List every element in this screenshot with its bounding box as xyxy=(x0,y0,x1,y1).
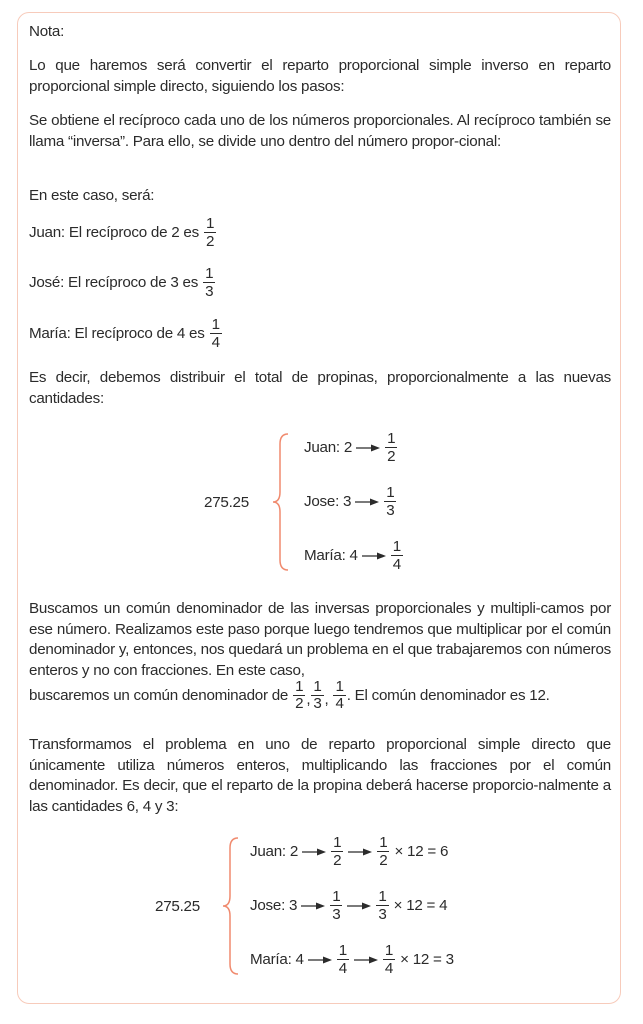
total-amount: 275.25 xyxy=(204,494,249,511)
row-label: Juan: 2 xyxy=(304,439,353,456)
arrow-right-icon xyxy=(361,551,387,561)
row-label: Jose: 3 xyxy=(304,493,352,510)
fraction-numerator: 1 xyxy=(333,834,342,851)
fraction xyxy=(330,888,342,923)
fraction xyxy=(333,679,345,712)
fraction-denominator: 2 xyxy=(333,852,342,869)
fraction xyxy=(210,316,222,351)
scheme-row-jose xyxy=(304,484,397,519)
scheme-row-maria xyxy=(250,942,454,977)
fraction xyxy=(377,834,389,869)
fraction-numerator: 1 xyxy=(386,484,395,501)
fraction xyxy=(337,942,349,977)
reciprocal-jose xyxy=(29,265,216,300)
fraction xyxy=(384,484,396,519)
fraction-denominator: 3 xyxy=(332,906,341,923)
fraction-numerator: 1 xyxy=(205,215,215,232)
curly-brace-icon xyxy=(220,836,242,976)
fraction xyxy=(391,538,403,573)
common-denominator-line: buscaremos un común denominador de $\frac{1}{2}$ , $\frac{1}{3}$ , $\frac{1}{4}$ . El común denominador es 12. xyxy=(29,678,550,712)
multiplication-result: × 12 = 4 xyxy=(393,897,448,914)
fraction-numerator: 1 xyxy=(295,678,304,695)
fraction-denominator: 2 xyxy=(387,448,396,465)
scheme-row-maria xyxy=(304,538,404,573)
fraction-denominator: 2 xyxy=(205,233,215,250)
arrow-right-icon xyxy=(346,901,372,911)
scheme-row-juan xyxy=(250,834,448,869)
fraction xyxy=(376,888,388,923)
fraction xyxy=(331,834,343,869)
fraction-denominator: 2 xyxy=(295,695,304,712)
fraction xyxy=(385,430,397,465)
fraction-numerator: 1 xyxy=(332,888,341,905)
row-label: María: 4 xyxy=(250,951,304,968)
fraction-numerator: 1 xyxy=(384,942,394,959)
arrow-right-icon xyxy=(353,955,379,965)
arrow-right-icon xyxy=(354,497,380,507)
fraction-denominator: 2 xyxy=(379,852,388,869)
curly-brace-icon xyxy=(270,432,292,572)
multiplication-result: × 12 = 3 xyxy=(400,951,454,968)
fraction-denominator: 4 xyxy=(384,960,394,977)
fraction-denominator: 4 xyxy=(392,556,401,573)
arrow-right-icon xyxy=(347,847,373,857)
scheme-row-jose xyxy=(250,888,447,923)
fraction-numerator: 1 xyxy=(392,538,401,555)
fraction-numerator: 1 xyxy=(338,942,347,959)
fraction-denominator: 4 xyxy=(211,334,220,351)
reciprocal-text: José: El recíproco de 3 es xyxy=(29,274,199,291)
common-denominator-suffix: . El común denominador es 12. xyxy=(346,687,550,704)
arrow-right-icon xyxy=(307,955,333,965)
fraction-numerator: 1 xyxy=(378,888,387,905)
fraction-denominator: 3 xyxy=(378,906,387,923)
fraction-numerator: 1 xyxy=(379,834,388,851)
paragraph-distribute: Es decir, debemos distribuir el total de propinas, proporcionalmente a las nuevas cantidades: xyxy=(29,369,611,407)
fraction-denominator: 3 xyxy=(313,695,322,712)
arrow-right-icon xyxy=(300,901,326,911)
reciprocal-text: María: El recíproco de 4 es xyxy=(29,325,205,342)
fraction-numerator: 1 xyxy=(211,316,220,333)
arrow-right-icon xyxy=(301,847,327,857)
fraction xyxy=(204,215,216,250)
paragraph-transform: Transformamos el problema en uno de reparto proporcional simple directo que únicamente utiliza números enteros, multiplicando las fracciones por el común denominador. Es decir, que el reparto de la propina deberá hacerse proporcio-nalmente a las cantidades 6, 4 y 3: xyxy=(29,736,611,815)
row-label: María: 4 xyxy=(304,547,358,564)
fraction xyxy=(311,679,323,712)
row-label: Jose: 3 xyxy=(250,897,298,914)
fraction-numerator: 1 xyxy=(335,678,344,695)
row-label: Juan: 2 xyxy=(250,843,299,860)
reciprocal-maria xyxy=(29,316,223,351)
paragraph-reciprocal-explanation: Se obtiene el recíproco cada uno de los números proporcionales. Al recíproco también se llama “inversa”. Para ello, se divide uno dentro del número propor-cional: xyxy=(29,112,611,150)
fraction-denominator: 4 xyxy=(335,695,344,712)
reciprocal-juan xyxy=(29,215,217,250)
fraction xyxy=(383,942,395,977)
fraction-denominator: 3 xyxy=(386,502,395,519)
multiplication-result: × 12 = 6 xyxy=(394,843,449,860)
reciprocal-text: Juan: El recíproco de 2 es xyxy=(29,224,199,241)
fraction-denominator: 4 xyxy=(338,960,347,977)
fraction-denominator: 3 xyxy=(205,283,214,300)
fraction-numerator: 1 xyxy=(205,265,214,282)
paragraph-intro: Lo que haremos será convertir el reparto proporcional simple inverso en reparto proporcional simple directo, siguiendo los pasos: xyxy=(29,57,611,95)
paragraph-common-denominator: Buscamos un común denominador de las inversas proporcionales y multipli-camos por ese número. Realizamos este paso porque luego tendremos que multiplicar por el común denominador y, entonces, nos quedará un problema en el que trabajaremos con números enteros y no con fracciones. En este caso, xyxy=(29,600,611,679)
note-title: Nota: xyxy=(29,23,65,40)
fraction xyxy=(203,265,215,300)
total-amount: 275.25 xyxy=(155,898,200,915)
common-denominator-prefix: buscaremos un común denominador de xyxy=(29,687,289,704)
fraction-numerator: 1 xyxy=(313,678,322,695)
fraction-numerator: 1 xyxy=(387,430,396,447)
arrow-right-icon xyxy=(355,443,381,453)
scheme-row-juan xyxy=(304,430,398,465)
paragraph-in-this-case: En este caso, será: xyxy=(29,187,155,204)
fraction xyxy=(293,679,305,712)
